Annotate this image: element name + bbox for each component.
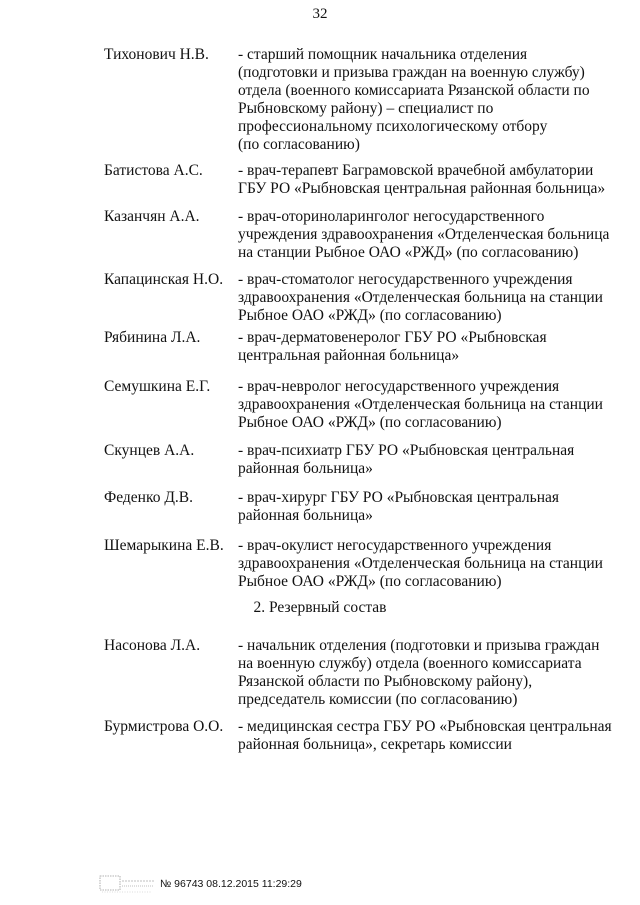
position-line: районная больница» — [238, 507, 373, 524]
position-line: - начальник отделения (подготовки и призыва граждан — [238, 637, 600, 654]
member-name: Тихонович Н.В. — [104, 46, 209, 63]
position-line: на станции Рыбное ОАО «РЖД» (по согласованию) — [238, 244, 579, 261]
member-position — [238, 378, 623, 432]
position-line: ГБУ РО «Рыбновская центральная районная больница» — [238, 180, 606, 197]
position-line: Рязанской области по Рыбновскому району), — [238, 673, 533, 690]
position-line: учреждения здравоохранения «Отделенческая больница — [238, 226, 610, 243]
position-line: районная больница» — [238, 460, 373, 477]
member-position — [238, 537, 623, 591]
position-line: (по согласованию) — [238, 136, 360, 153]
position-line: - врач-стоматолог негосударственного учреждения — [238, 271, 573, 288]
member-name: Скунцев А.А. — [104, 442, 195, 459]
member-name: Капацинская Н.О. — [104, 271, 224, 288]
member-name: Казанчян А.А. — [104, 208, 200, 225]
position-line: - старший помощник начальника отделения — [238, 46, 528, 63]
member-position — [238, 718, 623, 754]
position-line: отдела (военного комиссариата Рязанской области по — [238, 82, 590, 99]
position-line: районная больница», секретарь комиссии — [238, 736, 512, 753]
member-position — [238, 329, 623, 365]
member-name: Феденко Д.В. — [104, 489, 194, 506]
member-name: Насонова Л.А. — [104, 637, 201, 654]
position-line: - медицинская сестра ГБУ РО «Рыбновская центральная — [238, 718, 612, 735]
member-name: Рябинина Л.А. — [104, 329, 201, 346]
position-line: - врач-невролог негосударственного учреждения — [238, 378, 560, 395]
position-line: - врач-терапевт Баграмовской врачебной амбулатории — [238, 162, 594, 179]
position-line: Рыбновскому району) – специалист по — [238, 100, 494, 117]
position-line: - врач-хирург ГБУ РО «Рыбновская центральная — [238, 489, 559, 506]
stamp-icon — [98, 873, 156, 895]
position-line: Рыбное ОАО «РЖД» (по согласованию) — [238, 307, 502, 324]
position-line: председатель комиссии (по согласованию) — [238, 691, 518, 708]
position-line: - врач-окулист негосударственного учреждения — [238, 537, 552, 554]
position-line: на военную службу) отдела (военного комиссариата — [238, 655, 582, 672]
position-line: - врач-психиатр ГБУ РО «Рыбновская центральная — [238, 442, 575, 459]
position-line: здравоохранения «Отделенческая больница на станции — [238, 555, 603, 572]
member-position — [238, 208, 623, 262]
member-name: Шемарыкина Е.В. — [104, 537, 224, 554]
position-line: Рыбное ОАО «РЖД» (по согласованию) — [238, 414, 502, 431]
member-name: Семушкина Е.Г. — [104, 378, 211, 395]
position-line: Рыбное ОАО «РЖД» (по согласованию) — [238, 573, 502, 590]
position-line: (подготовки и призыва граждан на военную службу) — [238, 64, 585, 81]
document-registration-stamp: № 96743 08.12.2015 11:29:29 — [160, 878, 302, 890]
position-line: здравоохранения «Отделенческая больница на станции — [238, 396, 603, 413]
member-position — [238, 162, 623, 198]
member-name: Бурмистрова О.О. — [104, 718, 224, 735]
member-position — [238, 637, 623, 709]
position-line: здравоохранения «Отделенческая больница на станции — [238, 289, 603, 306]
member-position — [238, 271, 623, 325]
footer — [98, 873, 358, 897]
reserve-section-title: 2. Резервный состав — [253, 599, 387, 616]
page-number: 32 — [312, 6, 328, 22]
position-line: профессиональному психологическому отбору — [238, 118, 548, 135]
member-position — [238, 46, 623, 154]
member-position — [238, 489, 623, 525]
position-line: - врач-дерматовенеролог ГБУ РО «Рыбновская — [238, 329, 547, 346]
position-line: центральная районная больница» — [238, 347, 460, 364]
member-position — [238, 442, 623, 478]
position-line: - врач-оториноларинголог негосударственного — [238, 208, 545, 225]
member-name: Батистова А.С. — [104, 162, 203, 179]
